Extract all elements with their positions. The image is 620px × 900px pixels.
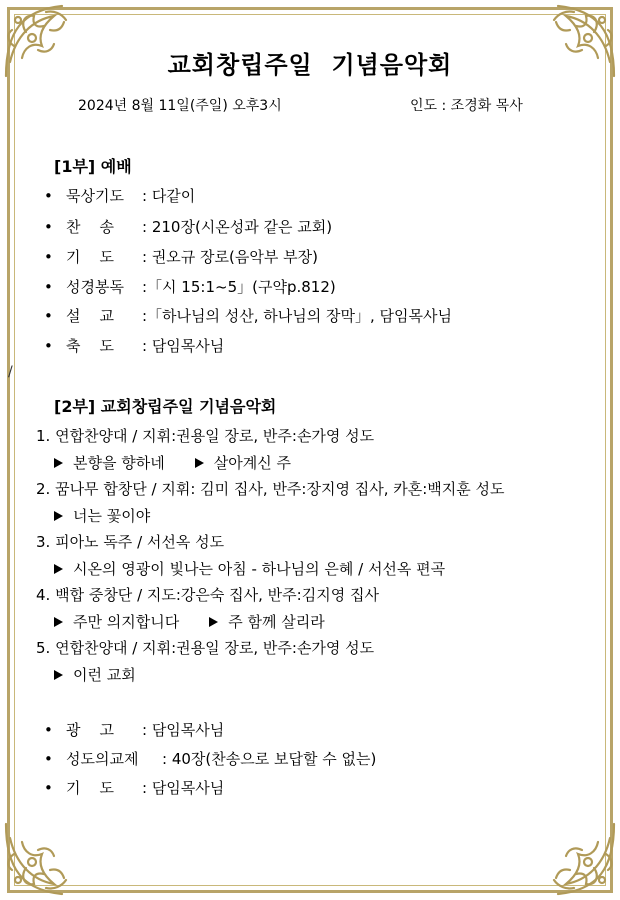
list-item	[44, 216, 332, 237]
corner-flourish-icon	[540, 820, 618, 898]
song-list	[54, 505, 150, 526]
item-label: 축 도	[66, 337, 115, 355]
song-title: 살아계신 주	[213, 454, 291, 472]
item-label: 성도의교제	[66, 750, 139, 768]
item-label: 광 고	[66, 721, 115, 739]
item-label: 기 도	[66, 779, 115, 797]
performance-item: 5. 연합찬양대 / 지휘:권용일 장로, 반주:손가영 성도	[36, 639, 375, 657]
triangle-bullet-icon	[54, 670, 63, 680]
song-title: 본향을 향하네	[73, 454, 165, 472]
bullet: •	[44, 750, 53, 768]
list-item	[44, 719, 224, 740]
performance-item: 2. 꿈나무 합창단 / 지휘: 김미 집사, 반주:장지영 집사, 카혼:백지훈 성도	[36, 480, 505, 498]
item-label: 설 교	[66, 307, 115, 325]
item-label: 묵상기도	[66, 187, 124, 205]
corner-flourish-icon	[2, 820, 80, 898]
song-title: 이런 교회	[73, 666, 136, 684]
item-value: : 담임목사님	[142, 779, 225, 797]
item-label: 찬 송	[66, 218, 115, 236]
performance-item: 4. 백합 중창단 / 지도:강은숙 집사, 반주:김지영 집사	[36, 586, 379, 604]
event-date: 2024년 8월 11일(주일) 오후3시	[78, 98, 282, 114]
item-value: :「시 15:1~5」(구약p.812)	[142, 278, 336, 296]
part1-heading: [1부] 예배	[54, 157, 132, 176]
list-item	[44, 276, 336, 297]
item-value: : 다같이	[142, 187, 196, 205]
bullet: •	[44, 779, 53, 797]
bullet: •	[44, 278, 53, 296]
song-list	[54, 664, 136, 685]
triangle-bullet-icon	[54, 617, 63, 627]
list-item	[44, 246, 318, 267]
song-title: 주 함께 살리라	[228, 613, 325, 631]
item-value: : 담임목사님	[142, 337, 225, 355]
bullet: •	[44, 721, 53, 739]
list-item	[44, 748, 376, 769]
stray-mark: /	[8, 364, 13, 380]
event-leader: 인도 : 조경화 목사	[410, 98, 523, 114]
item-value: :「하나님의 성산, 하나님의 장막」, 담임목사님	[142, 307, 452, 325]
page-title: 교회창립주일 기념음악회	[167, 51, 453, 79]
triangle-bullet-icon	[54, 458, 63, 468]
list-item	[44, 305, 452, 326]
item-value: : 210장(시온성과 같은 교회)	[142, 218, 333, 236]
triangle-bullet-icon	[209, 617, 218, 627]
triangle-bullet-icon	[54, 564, 63, 574]
performance-item: 1. 연합찬양대 / 지휘:권용일 장로, 반주:손가영 성도	[36, 427, 375, 445]
song-title: 시온의 영광이 빛나는 아침 - 하나님의 은혜 / 서선옥 편곡	[73, 560, 446, 578]
item-label: 성경봉독	[66, 278, 124, 296]
song-title: 주만 의지합니다	[73, 613, 180, 631]
bullet: •	[44, 218, 53, 236]
part2-heading: [2부] 교회창립주일 기념음악회	[54, 397, 277, 416]
song-list	[54, 558, 445, 579]
bullet: •	[44, 307, 53, 325]
item-value: : 담임목사님	[142, 721, 225, 739]
song-list	[54, 452, 291, 473]
bullet: •	[44, 187, 53, 205]
bullet: •	[44, 248, 53, 266]
item-value: : 권오규 장로(음악부 부장)	[142, 248, 318, 266]
list-item	[44, 335, 224, 356]
song-title: 너는 꽃이야	[73, 507, 151, 525]
list-item	[44, 185, 195, 206]
item-value: : 40장(찬송으로 보답할 수 없는)	[162, 750, 377, 768]
bullet: •	[44, 337, 53, 355]
song-list	[54, 611, 325, 632]
performance-item: 3. 피아노 독주 / 서선옥 성도	[36, 533, 225, 551]
list-item	[44, 777, 224, 798]
item-label: 기 도	[66, 248, 115, 266]
triangle-bullet-icon	[54, 511, 63, 521]
triangle-bullet-icon	[195, 458, 204, 468]
